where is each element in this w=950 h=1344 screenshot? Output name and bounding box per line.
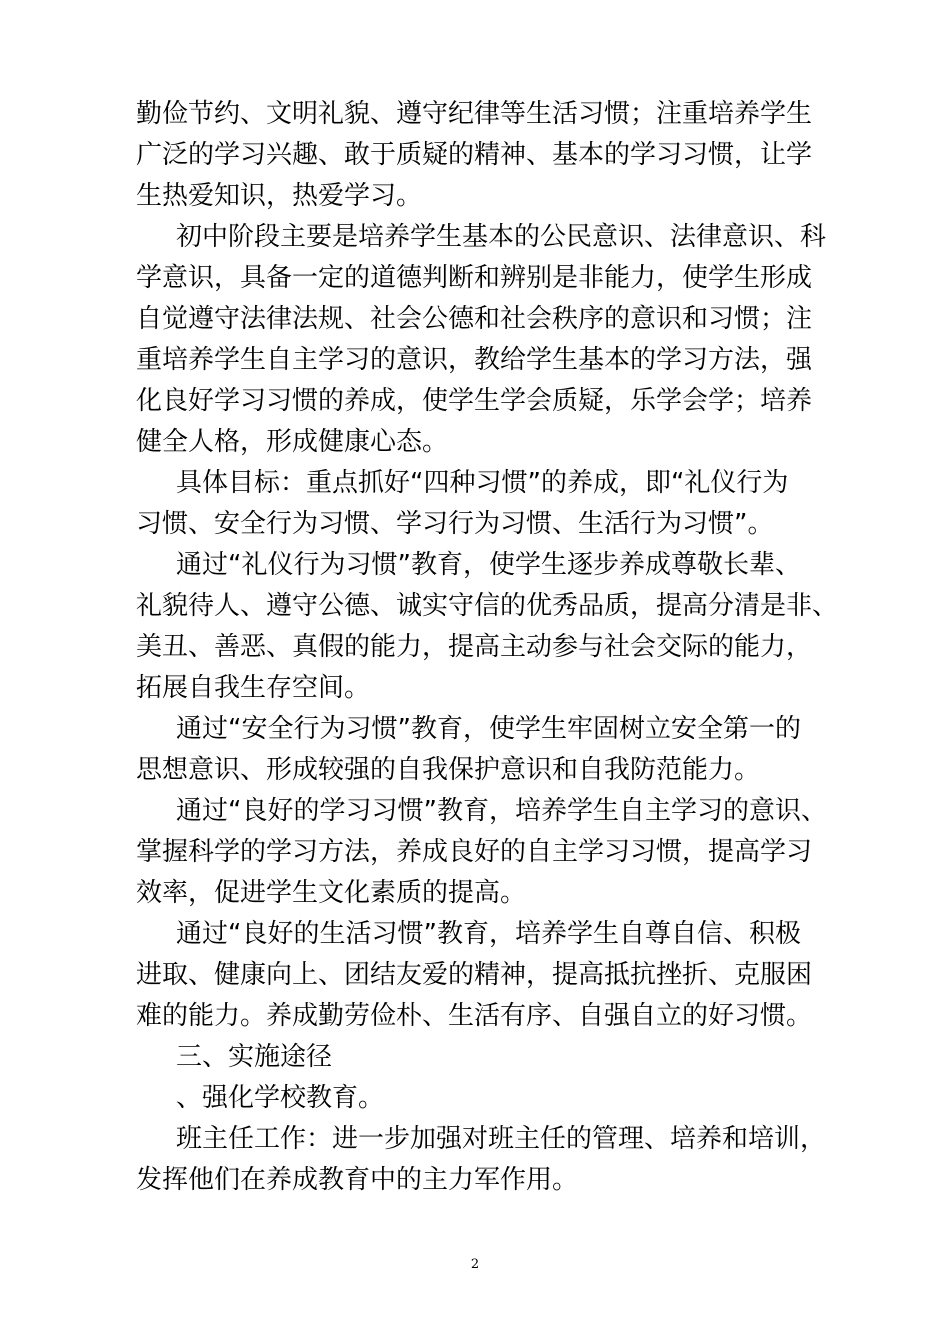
text-line: 通过“礼仪行为习惯”教育，使学生逐步养成尊敬长辈、: [176, 550, 801, 580]
text-line: 健全人格，形成健康心态。: [136, 427, 449, 457]
text-line: 掌握科学的学习方法，养成良好的自主学习习惯，提高学习: [136, 837, 813, 867]
text-line: 班主任工作：进一步加强对班主任的管理、培养和培训，: [176, 1124, 827, 1154]
text-line: 、强化学校教育。: [176, 1083, 385, 1113]
text-line: 学意识，具备一定的道德判断和辨别是非能力，使学生形成: [136, 263, 813, 293]
text-line: 进取、健康向上、团结友爱的精神，提高抵抗挫折、克服困: [136, 960, 813, 990]
text-line: 礼貌待人、遵守公德、诚实守信的优秀品质，提高分清是非、: [136, 591, 839, 621]
text-line: 勤俭节约、文明礼貌、遵守纪律等生活习惯；注重培养学生: [136, 99, 813, 129]
text-line: 习惯、安全行为习惯、学习行为习惯、生活行为习惯”。: [136, 509, 774, 539]
page-number: 2: [470, 1257, 480, 1272]
text-line: 自觉遵守法律法规、社会公德和社会秩序的意识和习惯；注: [136, 304, 813, 334]
text-line: 思想意识、形成较强的自我保护意识和自我防范能力。: [136, 755, 761, 785]
text-line: 美丑、善恶、真假的能力，提高主动参与社会交际的能力，: [136, 632, 813, 662]
text-line: 化良好学习习惯的养成，使学生学会质疑，乐学会学；培养: [136, 386, 813, 416]
text-line: 具体目标：重点抓好“四种习惯”的养成，即“礼仪行为: [176, 468, 789, 498]
text-line: 通过“良好的学习习惯”教育，培养学生自主学习的意识、: [176, 796, 827, 826]
text-line: 三、实施途径: [176, 1042, 333, 1072]
text-line: 通过“安全行为习惯”教育，使学生牢固树立安全第一的: [176, 714, 801, 744]
text-line: 生热爱知识，热爱学习。: [136, 181, 423, 211]
text-line: 重培养学生自主学习的意识，教给学生基本的学习方法，强: [136, 345, 813, 375]
text-line: 通过“良好的生活习惯”教育，培养学生自尊自信、积极: [176, 919, 801, 949]
text-line: 初中阶段主要是培养学生基本的公民意识、法律意识、科: [176, 222, 827, 252]
text-line: 发挥他们在养成教育中的主力军作用。: [136, 1165, 579, 1195]
body-text: [136, 94, 839, 1201]
text-line: 广泛的学习兴趣、敢于质疑的精神、基本的学习习惯，让学: [136, 140, 813, 170]
text-line: 效率，促进学生文化素质的提高。: [136, 878, 527, 908]
text-line: 拓展自我生存空间。: [136, 673, 371, 703]
text-line: 难的能力。养成勤劳俭朴、生活有序、自强自立的好习惯。: [136, 1001, 813, 1031]
